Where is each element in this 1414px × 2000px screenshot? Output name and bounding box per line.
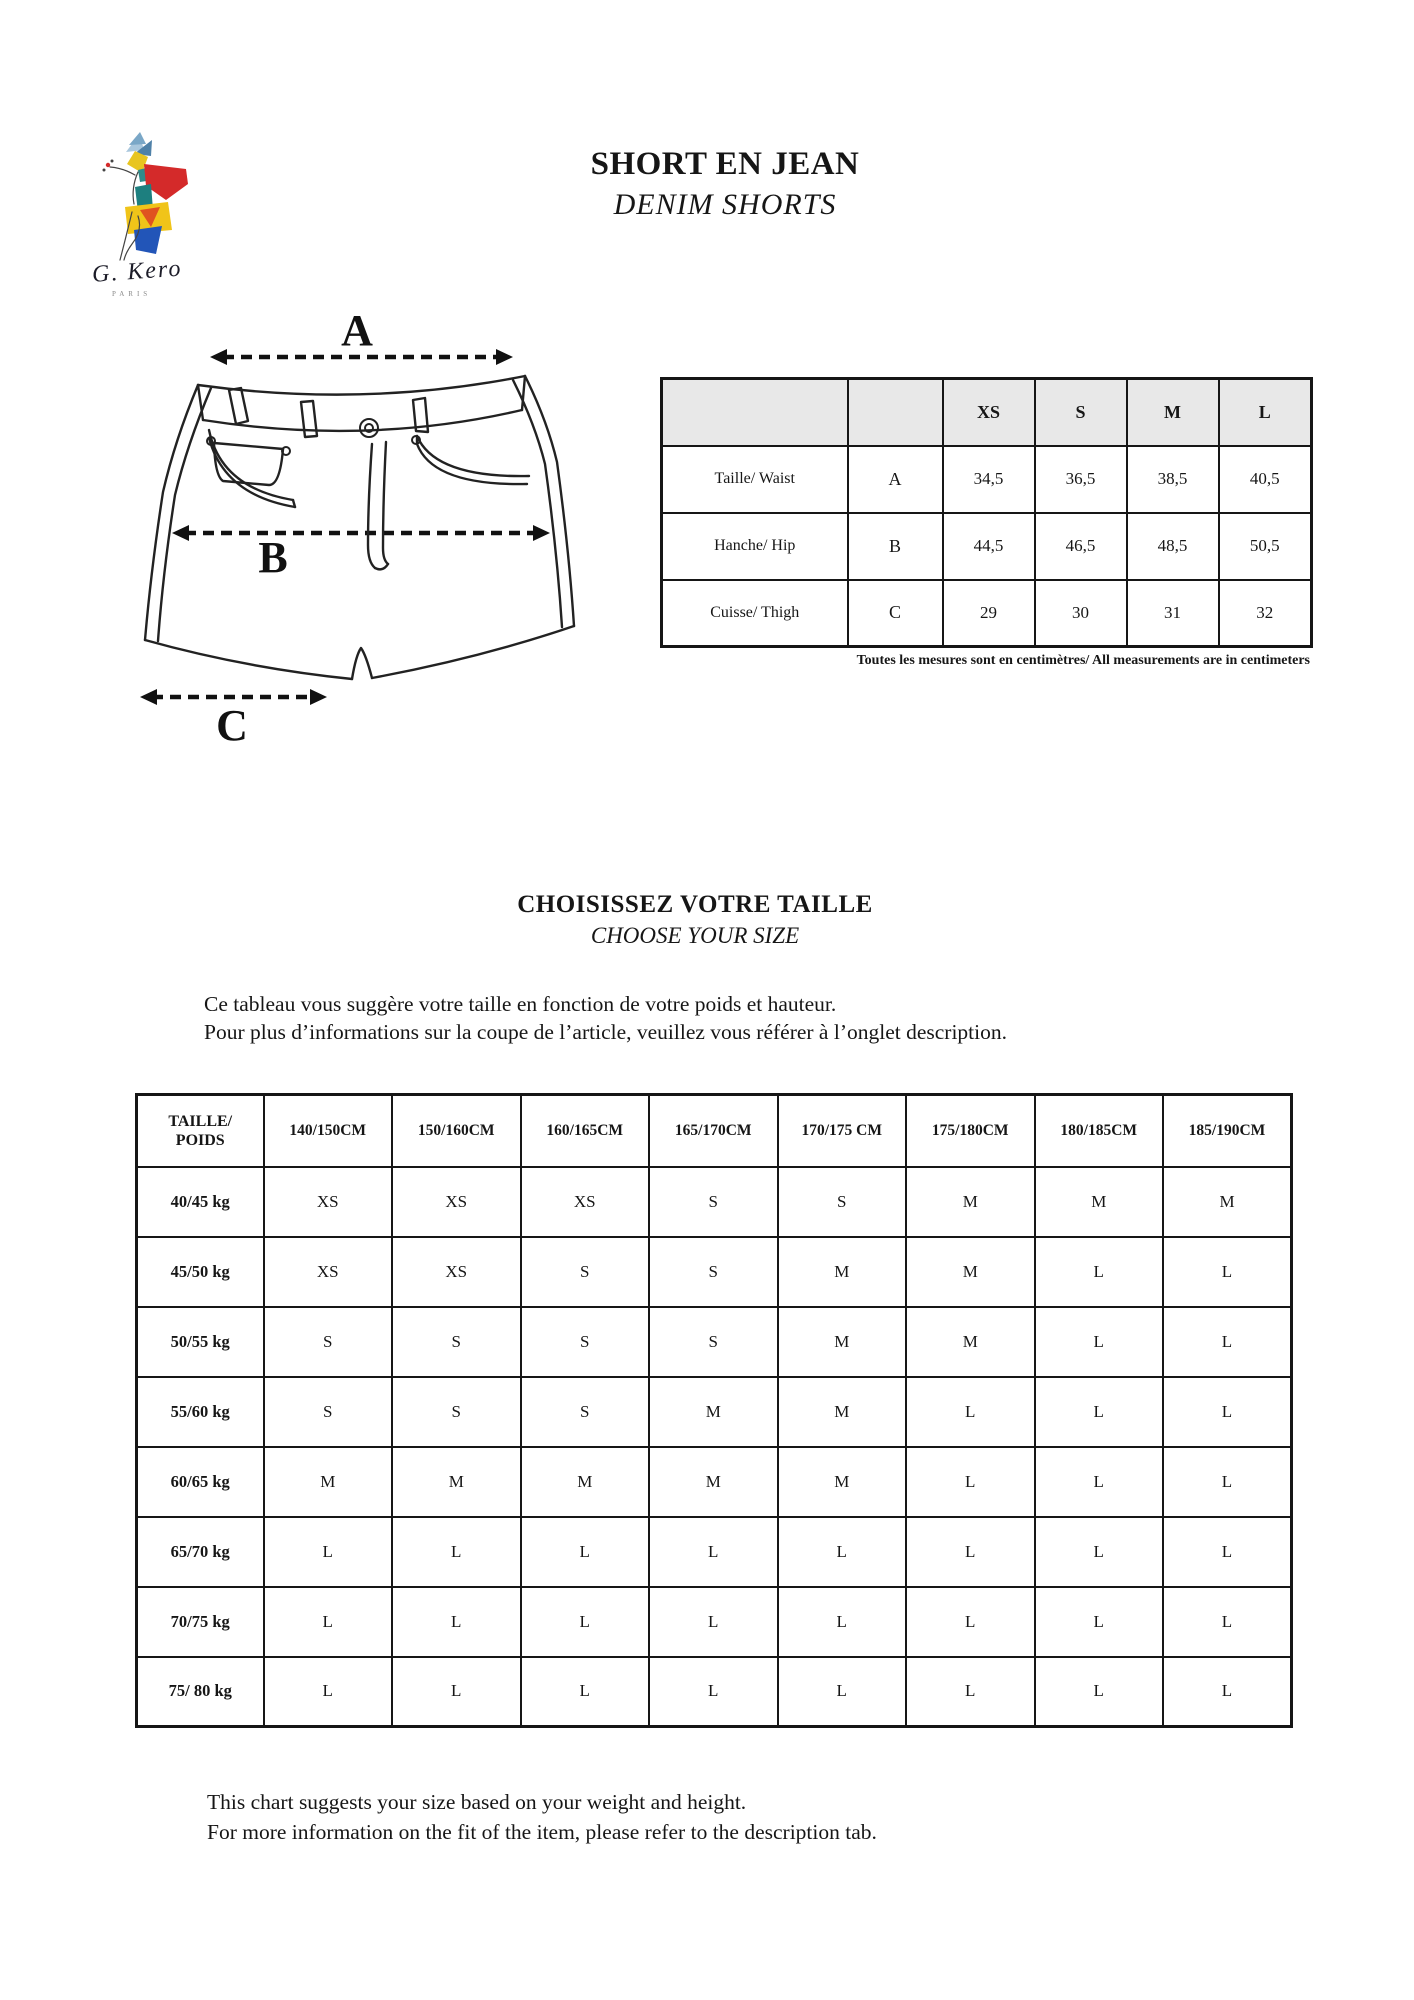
size-chart-table: [135, 1093, 1293, 1728]
measure-letter-cell: B: [848, 513, 943, 580]
height-header-cell: 150/160CM: [392, 1095, 521, 1167]
size-header-cell: S: [1035, 379, 1127, 446]
size-cell: S: [264, 1377, 393, 1447]
brand-signature: G. Kero: [91, 255, 184, 288]
weight-cell: 40/45 kg: [137, 1167, 264, 1237]
measure-value-cell: 31: [1127, 580, 1219, 647]
size-chart-row: [137, 1587, 1292, 1657]
size-cell: L: [521, 1517, 650, 1587]
size-cell: XS: [392, 1167, 521, 1237]
size-cell: L: [264, 1587, 393, 1657]
measurement-row: [662, 513, 1312, 580]
height-header-cell: 160/165CM: [521, 1095, 650, 1167]
size-cell: L: [521, 1657, 650, 1727]
intro-line-2: Pour plus d’informations sur la coupe de l’article, veuillez vous référer à l’onglet description.: [204, 1020, 1008, 1044]
brand-city: PARIS: [112, 290, 152, 298]
measure-name-cell: Hanche/ Hip: [662, 513, 848, 580]
size-cell: L: [649, 1517, 778, 1587]
outro-line-2: For more information on the fit of the item, please refer to the description tab.: [207, 1820, 877, 1844]
size-cell: S: [778, 1167, 907, 1237]
size-cell: L: [906, 1657, 1035, 1727]
size-cell: L: [1035, 1307, 1164, 1377]
size-chart-row: [137, 1167, 1292, 1237]
measure-label-c: C: [216, 701, 248, 750]
measure-name-cell: Cuisse/ Thigh: [662, 580, 848, 647]
height-header-cell: 180/185CM: [1035, 1095, 1164, 1167]
size-cell: M: [392, 1447, 521, 1517]
size-cell: M: [778, 1377, 907, 1447]
size-cell: L: [1163, 1587, 1292, 1657]
size-cell: L: [1163, 1237, 1292, 1307]
corner-header-cell: [137, 1095, 264, 1167]
measurements-table: [660, 377, 1313, 648]
measure-value-cell: 38,5: [1127, 446, 1219, 513]
size-cell: L: [649, 1657, 778, 1727]
measure-value-cell: 50,5: [1219, 513, 1312, 580]
weight-cell: 55/60 kg: [137, 1377, 264, 1447]
outro-line-1: This chart suggests your size based on your weight and height.: [207, 1790, 747, 1814]
measure-letter-cell: C: [848, 580, 943, 647]
measure-name-cell: Taille/ Waist: [662, 446, 848, 513]
size-cell: L: [1035, 1517, 1164, 1587]
measurement-row: [662, 580, 1312, 647]
size-header-cell: M: [1127, 379, 1219, 446]
units-note: Toutes les mesures sont en centimètres/ All measurements are in centimeters: [856, 653, 1310, 668]
weight-cell: 50/55 kg: [137, 1307, 264, 1377]
size-cell: M: [649, 1447, 778, 1517]
size-cell: L: [1035, 1587, 1164, 1657]
size-cell: XS: [521, 1167, 650, 1237]
size-cell: L: [1035, 1447, 1164, 1517]
size-chart-row: [137, 1307, 1292, 1377]
measure-value-cell: 40,5: [1219, 446, 1312, 513]
measure-value-cell: 30: [1035, 580, 1127, 647]
measurement-row: [662, 446, 1312, 513]
size-chart-header-row: [137, 1095, 1292, 1167]
height-header-cell: 175/180CM: [906, 1095, 1035, 1167]
size-cell: L: [1035, 1237, 1164, 1307]
size-cell: M: [906, 1167, 1035, 1237]
size-cell: L: [1163, 1307, 1292, 1377]
size-chart-row: [137, 1377, 1292, 1447]
size-cell: L: [649, 1587, 778, 1657]
height-header-cell: 140/150CM: [264, 1095, 393, 1167]
size-chart-row: [137, 1517, 1292, 1587]
size-cell: S: [649, 1167, 778, 1237]
size-cell: L: [521, 1587, 650, 1657]
measure-label-a: A: [341, 310, 373, 355]
size-cell: L: [1035, 1377, 1164, 1447]
size-cell: L: [1163, 1377, 1292, 1447]
size-cell: S: [649, 1237, 778, 1307]
measure-value-cell: 36,5: [1035, 446, 1127, 513]
size-cell: L: [264, 1657, 393, 1727]
size-cell: L: [906, 1587, 1035, 1657]
height-header-cell: 165/170CM: [649, 1095, 778, 1167]
measure-value-cell: 46,5: [1035, 513, 1127, 580]
size-cell: M: [1163, 1167, 1292, 1237]
size-cell: L: [778, 1517, 907, 1587]
size-cell: L: [778, 1587, 907, 1657]
choose-size-heading: [0, 891, 1390, 949]
size-cell: XS: [264, 1167, 393, 1237]
size-cell: M: [778, 1447, 907, 1517]
measure-arrow-b: [172, 525, 550, 541]
shorts-outline: [145, 376, 574, 679]
measure-value-cell: 48,5: [1127, 513, 1219, 580]
size-cell: L: [906, 1377, 1035, 1447]
page-title: SHORT EN JEAN: [590, 146, 860, 182]
weight-cell: 60/65 kg: [137, 1447, 264, 1517]
choose-size-heading-fr: CHOISISSEZ VOTRE TAILLE: [517, 891, 873, 918]
corner-header-line: POIDS: [175, 1131, 225, 1149]
choose-size-heading-en: CHOOSE YOUR SIZE: [590, 923, 800, 948]
size-cell: L: [778, 1657, 907, 1727]
size-cell: S: [392, 1307, 521, 1377]
measure-value-cell: 32: [1219, 580, 1312, 647]
size-chart-row: [137, 1447, 1292, 1517]
size-cell: L: [1163, 1517, 1292, 1587]
size-cell: S: [392, 1377, 521, 1447]
size-cell: M: [778, 1307, 907, 1377]
size-cell: L: [1163, 1447, 1292, 1517]
size-cell: S: [521, 1377, 650, 1447]
size-cell: L: [392, 1517, 521, 1587]
size-cell: S: [521, 1307, 650, 1377]
size-cell: L: [906, 1447, 1035, 1517]
size-cell: L: [1163, 1657, 1292, 1727]
size-cell: S: [264, 1307, 393, 1377]
shorts-line-drawing: [125, 310, 595, 755]
size-chart-intro-fr: [204, 990, 1304, 1044]
measurements-header-row: [662, 379, 1312, 446]
size-cell: L: [1035, 1657, 1164, 1727]
size-header-cell: L: [1219, 379, 1312, 446]
weight-cell: 70/75 kg: [137, 1587, 264, 1657]
size-cell: S: [649, 1307, 778, 1377]
size-cell: L: [392, 1657, 521, 1727]
measure-value-cell: 34,5: [943, 446, 1035, 513]
size-cell: M: [1035, 1167, 1164, 1237]
page-subtitle: DENIM SHORTS: [613, 188, 837, 221]
measure-label-b: B: [258, 533, 288, 582]
measure-letter-cell: A: [848, 446, 943, 513]
size-cell: M: [521, 1447, 650, 1517]
size-chart-row: [137, 1657, 1292, 1727]
weight-cell: 45/50 kg: [137, 1237, 264, 1307]
size-chart-outro-en: [207, 1787, 1307, 1847]
size-cell: M: [906, 1307, 1035, 1377]
weight-cell: 75/ 80 kg: [137, 1657, 264, 1727]
size-cell: M: [649, 1377, 778, 1447]
height-header-cell: 170/175 CM: [778, 1095, 907, 1167]
measure-value-cell: 29: [943, 580, 1035, 647]
size-cell: L: [906, 1517, 1035, 1587]
corner-header-line: TAILLE/: [168, 1112, 233, 1130]
size-chart-row: [137, 1237, 1292, 1307]
weight-cell: 65/70 kg: [137, 1517, 264, 1587]
size-header-cell: XS: [943, 379, 1035, 446]
title-block: [30, 146, 1414, 222]
height-header-cell: 185/190CM: [1163, 1095, 1292, 1167]
size-cell: M: [778, 1237, 907, 1307]
size-cell: M: [906, 1237, 1035, 1307]
size-cell: S: [521, 1237, 650, 1307]
size-cell: XS: [264, 1237, 393, 1307]
size-cell: M: [264, 1447, 393, 1517]
empty-header-cell: [848, 379, 943, 446]
intro-line-1: Ce tableau vous suggère votre taille en fonction de votre poids et hauteur.: [204, 992, 837, 1016]
size-cell: L: [264, 1517, 393, 1587]
size-cell: L: [392, 1587, 521, 1657]
measure-value-cell: 44,5: [943, 513, 1035, 580]
empty-header-cell: [662, 379, 848, 446]
shorts-diagram: [125, 310, 595, 755]
size-cell: XS: [392, 1237, 521, 1307]
